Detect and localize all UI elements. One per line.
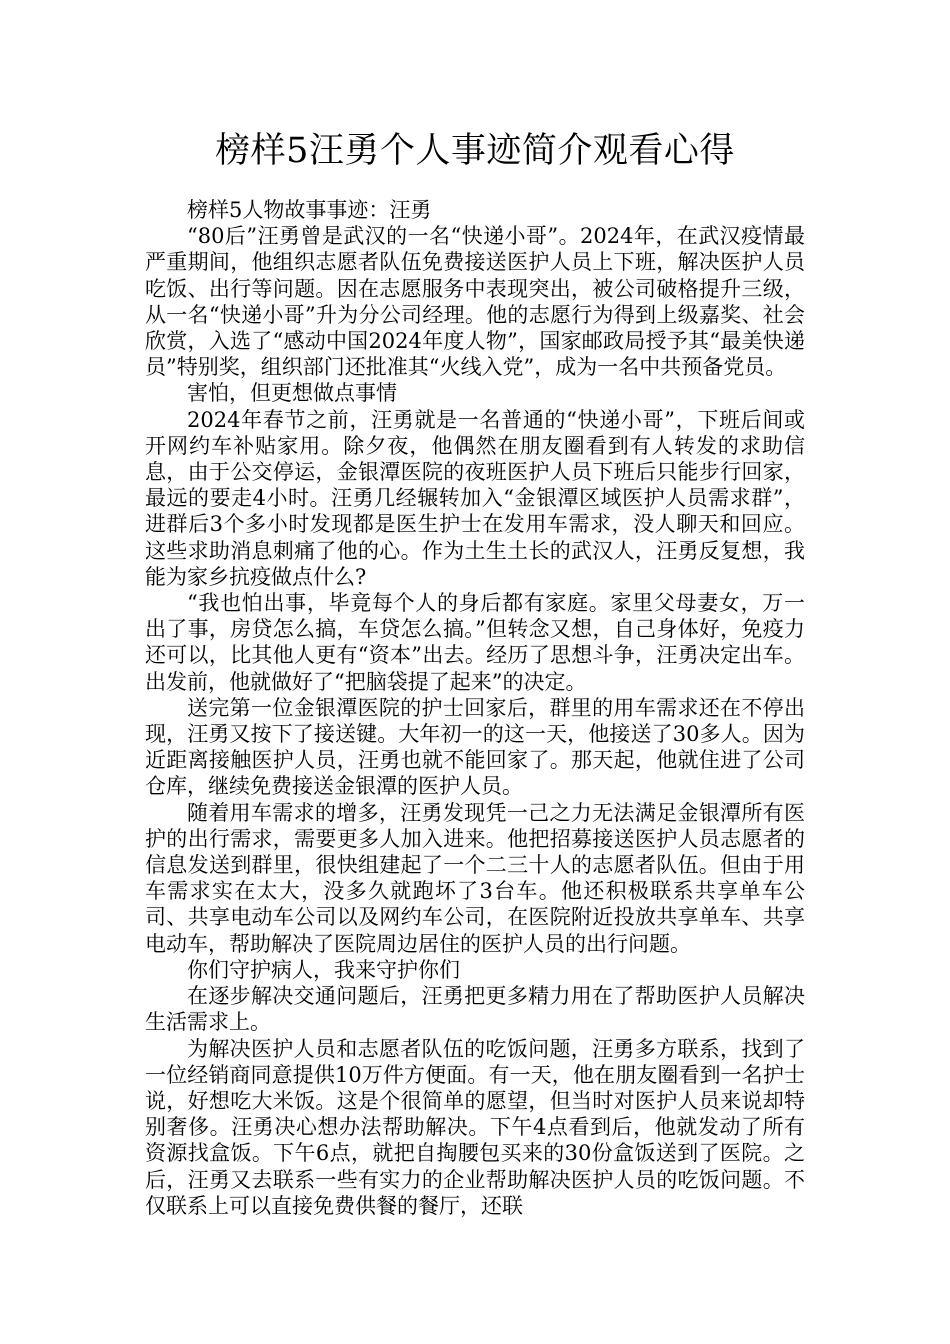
paragraph: 送完第一位金银潭医院的护士回家后，群里的用车需求还在不停出现，汪勇又按下了接送键。大年初一的这一天，他接送了30多人。因为近距离接触医护人员，汪勇也就不能回家了。那天起，他就住进了公司仓库，继续免费接送金银潭的医护人员。 [145, 695, 805, 799]
paragraph: “80后”汪勇曾是武汉的一名“快递小哥”。2024年，在武汉疫情最严重期间，他组织志愿者队伍免费接送医护人员上下班，解决医护人员吃饭、出行等问题。因在志愿服务中表现突出，被公司破格提升三级，从一名“快递小哥”升为分公司经理。他的志愿行为得到上级嘉奖、社会欣赏，入选了“感动中国2024年度人物”，国家邮政局授予其“最美快递员”特别奖，组织部门还批准其“火线入党”，成为一名中共预备党员。 [145, 224, 805, 380]
paragraph: 随着用车需求的增多，汪勇发现凭一己之力无法满足金银潭所有医护的出行需求，需要更多人加入进来。他把招募接送医护人员志愿者的信息发送到群里，很快组建起了一个二三十人的志愿者队伍。但由于用车需求实在太大，没多久就跑坏了3台车。他还积极联系共享单车公司、共享电动车公司以及网约车公司，在医院附近投放共享单车、共享电动车，帮助解决了医院周边居住的医护人员的出行问题。 [145, 800, 805, 956]
section-heading: 害怕，但更想做点事情 [187, 381, 397, 406]
paragraph-intro-heading: 榜样5人物故事事迹：汪勇 [187, 198, 432, 222]
section-heading: 你们守护病人，我来守护你们 [187, 957, 460, 982]
document-body [145, 197, 805, 1219]
document-title: 榜样5汪勇个人事迹简介观看心得 [215, 131, 735, 171]
paragraph: 2024年春节之前，汪勇就是一名普通的“快递小哥”，下班后间或开网约车补贴家用。除夕夜，他偶然在朋友圈看到有人转发的求助信息，由于公交停运，金银潭医院的夜班医护人员下班后只能步行回家，最远的要走4小时。汪勇几经辗转加入“金银潭区域医护人员需求群”，进群后3个多小时发现都是医生护士在发用车需求，没人聊天和回应。这些求助消息刺痛了他的心。作为土生土长的武汉人，汪勇反复想，我能为家乡抗疫做点什么? [145, 407, 805, 589]
paragraph: 为解决医护人员和志愿者队伍的吃饭问题，汪勇多方联系，找到了一位经销商同意提供10万件方便面。有一天，他在朋友圈看到一名护士说，好想吃大米饭。这是个很简单的愿望，但当时对医护人员来说却特别奢侈。汪勇决心想办法帮助解决。下午4点看到后，他就发动了所有资源找盒饭。下午6点，就把自掏腰包买来的30份盒饭送到了医院。之后，汪勇又去联系一些有实力的企业帮助解决医护人员的吃饭问题。不仅联系上可以直接免费供餐的餐厅，还联 [145, 1036, 805, 1218]
paragraph: 在逐步解决交通问题后，汪勇把更多精力用在了帮助医护人员解决生活需求上。 [145, 984, 805, 1035]
paragraph: “我也怕出事，毕竟每个人的身后都有家庭。家里父母妻女，万一出了事，房贷怎么搞，车贷怎么搞。”但转念又想，自己身体好，免疫力还可以，比其他人更有“资本”出去。经历了思想斗争，汪勇决定出车。出发前，他就做好了“把脑袋提了起来”的决定。 [145, 591, 805, 694]
